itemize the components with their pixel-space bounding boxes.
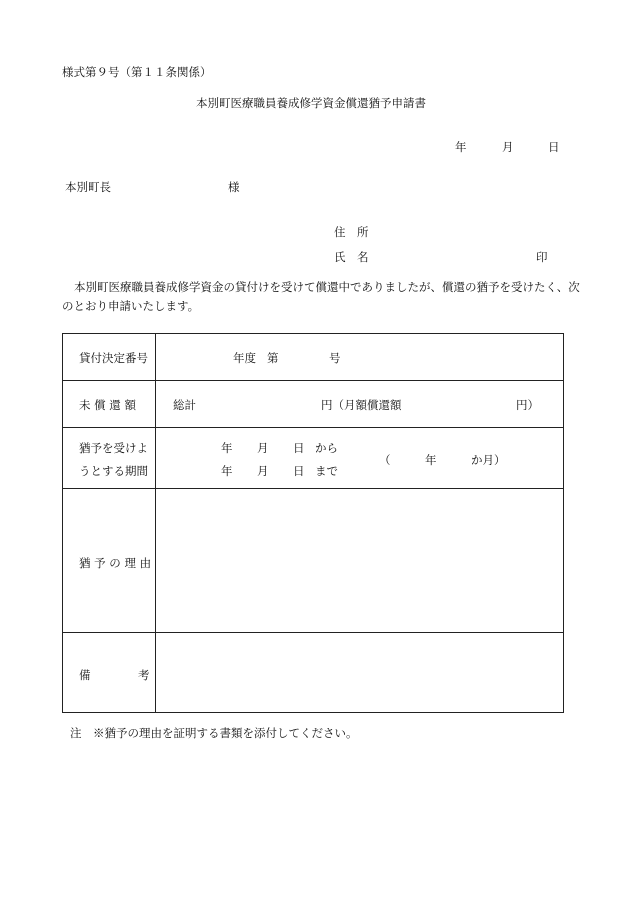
go-text: 号	[329, 351, 341, 365]
dai-text: 第	[267, 351, 279, 365]
form-number: 様式第９号（第１１条関係）	[62, 65, 212, 79]
remarks-label-right: 考	[138, 668, 150, 682]
footnote: 注 ※猶予の理由を証明する書類を添付してください。	[70, 726, 358, 740]
period-label-line1: 猶予を受けよ	[79, 441, 148, 455]
total-text: 総計	[173, 398, 196, 412]
addressee-suffix: 様	[228, 180, 240, 194]
from-year: 年	[221, 441, 233, 455]
unpaid-amount-label: 未 償 還 額	[79, 398, 136, 412]
remarks-label-left: 備	[79, 668, 91, 682]
to-suffix: まで	[315, 464, 338, 478]
document-title: 本別町医療職員養成修学資金償還猶予申請書	[196, 96, 426, 110]
addressee-name: 本別町長	[65, 180, 111, 194]
yen-close-text: 円）	[516, 398, 539, 412]
from-suffix: から	[315, 441, 338, 455]
date-year: 年	[455, 140, 467, 154]
date-day: 日	[548, 140, 560, 154]
from-day: 日	[293, 441, 305, 455]
loan-decision-number-label: 貸付決定番号	[79, 351, 148, 365]
row-divider	[63, 488, 563, 489]
nendo-text: 年度	[233, 351, 256, 365]
date-month: 月	[502, 140, 514, 154]
monthly-repayment-text: 円（月額償還額	[321, 398, 402, 412]
to-month: 月	[257, 464, 269, 478]
from-month: 月	[257, 441, 269, 455]
row-divider	[63, 632, 563, 633]
row-divider	[63, 427, 563, 428]
duration-year: 年	[425, 453, 437, 467]
reason-label: 猶 予 の 理 由	[79, 556, 152, 570]
column-divider	[155, 334, 156, 712]
duration-open: （	[379, 453, 391, 467]
name-label: 氏 名	[334, 250, 369, 264]
to-year: 年	[221, 464, 233, 478]
seal-mark: 印	[536, 250, 548, 264]
address-label: 住 所	[334, 225, 369, 239]
body-text: 本別町医療職員養成修学資金の貸付けを受けて償還中でありましたが、償還の猶予を受けたく、次のとおり申請いたします。	[62, 280, 580, 313]
period-label-line2: うとする期間	[79, 464, 148, 478]
application-table	[62, 333, 564, 713]
row-divider	[63, 380, 563, 381]
duration-month: か月）	[471, 453, 506, 467]
to-day: 日	[293, 464, 305, 478]
